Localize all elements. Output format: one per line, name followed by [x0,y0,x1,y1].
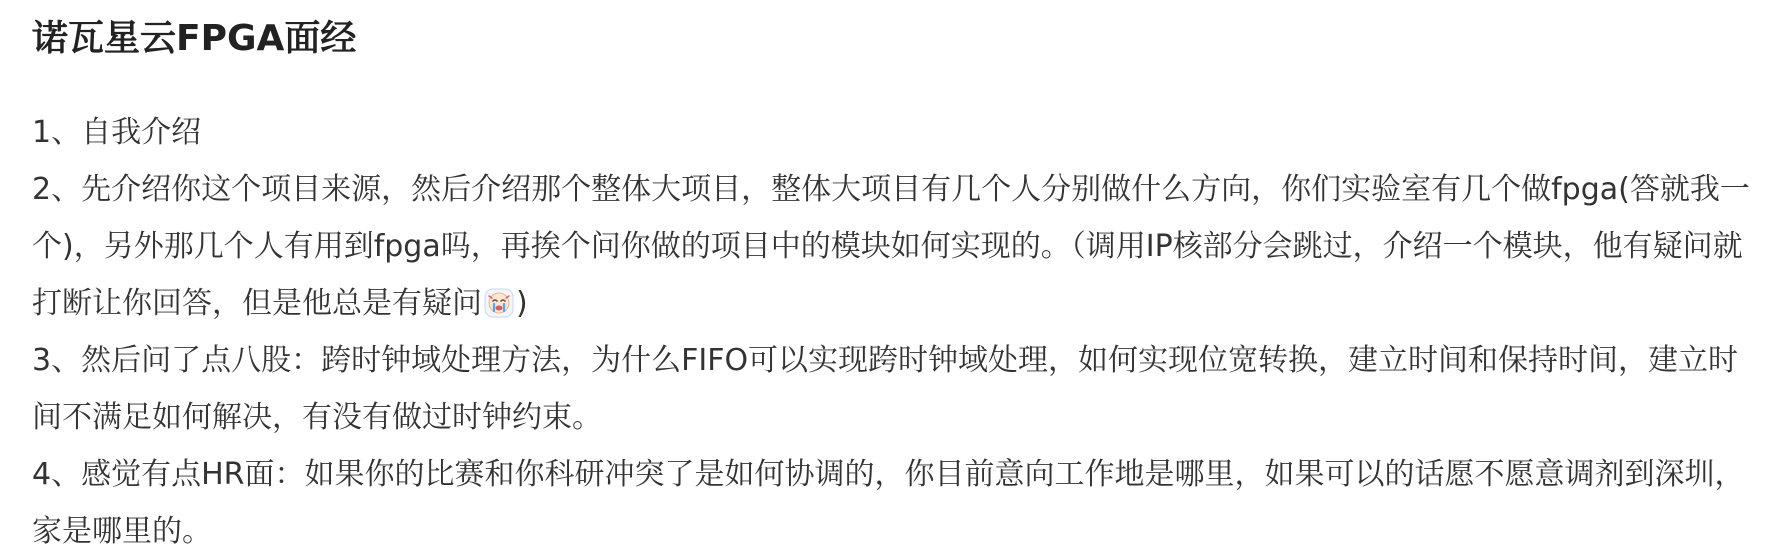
page-title: 诺瓦星云FPGA面经 [32,18,357,59]
paragraph-3: 3、然后问了点八股：跨时钟域处理方法，为什么FIFO可以实现跨时钟域处理，如何实现位宽转换，建立时间和保持时间，建立时间不满足如何解决，有没有做过时钟约束。 [32,343,1739,435]
paragraph-4: 4、感觉有点HR面：如果你的比赛和你科研冲突了是如何协调的，你目前意向工作地是哪里，如果可以的话愿不愿意调剂到深圳，家是哪里的。 [32,457,1745,549]
paragraph-1: 1、自我介绍 [32,115,202,150]
paragraph-2-tail: ) [516,286,528,321]
article-body [32,104,1762,560]
paragraph-2 [32,161,1762,332]
crying-face-icon [484,280,514,310]
paragraph-2-text: 2、先介绍你这个项目来源，然后介绍那个整体大项目，整体大项目有几个人分别做什么方向，你们实验室有几个做fpga(答就我一个)，另外那几个人有用到fpga吗，再挨个问你做的项目中的模块如何实现的。（调用IP核部分会跳过，介绍一个模块，他有疑问就打断让你回答，但是他总是有疑问 [32,172,1750,321]
